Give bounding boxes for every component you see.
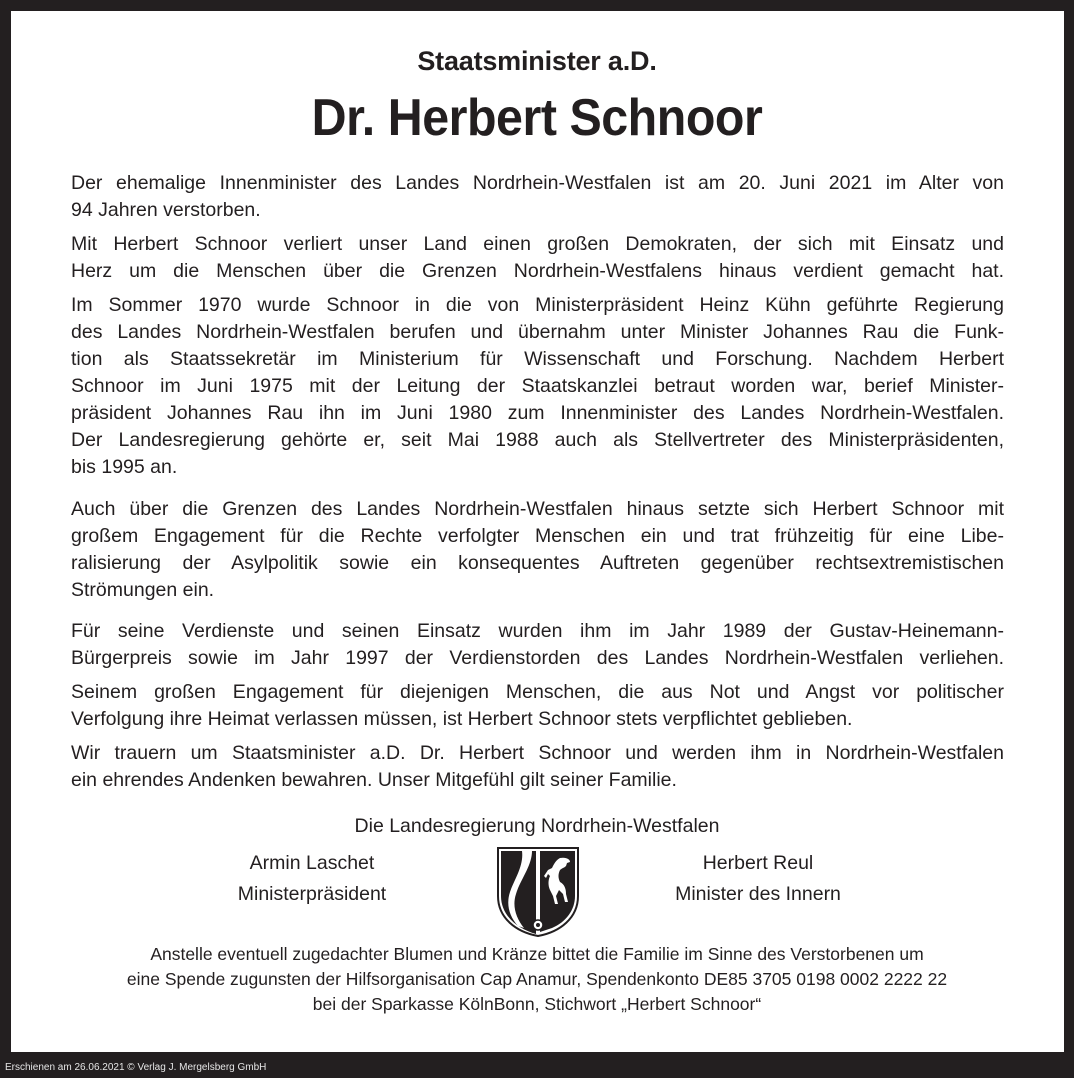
- paragraph-3-line: präsident Johannes Rau ihn im Juni 1980 zum Innenminister des Landes Nordrhein-Westfalen.: [71, 402, 1004, 424]
- government-signature: Die Landesregierung Nordrhein-Westfalen: [354, 815, 720, 837]
- paragraph-6-line: Seinem großen Engagement für diejenigen Menschen, die aus Not und Angst vor politischer: [71, 681, 1004, 703]
- paragraph-1-line: Der ehemalige Innenminister des Landes Nordrhein-Westfalen ist am 20. Juni 2021 im Alter von: [71, 172, 1004, 194]
- donation-note-line: bei der Sparkasse KölnBonn, Stichwort „Herbert Schnoor“: [312, 994, 762, 1014]
- paragraph-7-line: ein ehrendes Andenken bewahren. Unser Mitgefühl gilt seiner Familie.: [71, 769, 677, 791]
- publication-footer: Erschienen am 26.06.2021 © Verlag J. Mergelsberg GmbH: [5, 1062, 267, 1073]
- paragraph-6-line: Verfolgung ihre Heimat verlassen müssen, ist Herbert Schnoor stets verpflichtet geblieben.: [71, 708, 853, 730]
- paragraph-3-line: tion als Staatssekretär im Ministerium für Wissenschaft und Forschung. Nachdem Herbert: [71, 348, 1004, 370]
- signatory-left-role: Ministerpräsident: [237, 883, 387, 905]
- paragraph-5-line: Bürgerpreis sowie im Jahr 1997 der Verdienstorden des Landes Nordrhein-Westfalen verliehen.: [71, 647, 1004, 669]
- paragraph-3-line: des Landes Nordrhein-Westfalen berufen und übernahm unter Minister Johannes Rau die Funk-: [71, 321, 1004, 343]
- paragraph-7-line: Wir trauern um Staatsminister a.D. Dr. Herbert Schnoor und werden ihm in Nordrhein-Westfalen: [71, 742, 1004, 764]
- signatory-left-name: Armin Laschet: [249, 852, 375, 874]
- paragraph-1-line: 94 Jahren verstorben.: [71, 199, 261, 221]
- coat-of-arms-icon: [496, 846, 580, 938]
- paragraph-4-line: Auch über die Grenzen des Landes Nordrhein-Westfalen hinaus setzte sich Herbert Schnoor mit: [71, 498, 1004, 520]
- deceased-name: Dr. Herbert Schnoor: [311, 89, 763, 147]
- paragraph-2-line: Herz um die Menschen über die Grenzen Nordrhein-Westfalens hinaus verdient gemacht hat.: [71, 260, 1004, 282]
- paragraph-4-line: großem Engagement für die Rechte verfolgter Menschen ein und trat frühzeitig für eine Libe-: [71, 525, 1004, 547]
- paragraph-3-line: Der Landesregierung gehörte er, seit Mai 1988 auch als Stellvertreter des Ministerpräsidenten,: [71, 429, 1004, 451]
- paragraph-4-line: Strömungen ein.: [71, 579, 215, 601]
- paragraph-3-line: bis 1995 an.: [71, 456, 178, 478]
- paragraph-3-line: Schnoor im Juni 1975 mit der Leitung der Staatskanzlei betraut worden war, berief Minister-: [71, 375, 1004, 397]
- paragraph-5-line: Für seine Verdienste und seinen Einsatz wurden ihm im Jahr 1989 der Gustav-Heinemann-: [71, 620, 1004, 642]
- paragraph-3-line: Im Sommer 1970 wurde Schnoor in die von Ministerpräsident Heinz Kühn geführte Regierung: [71, 294, 1004, 316]
- paragraph-2-line: Mit Herbert Schnoor verliert unser Land einen großen Demokraten, der sich mit Einsatz und: [71, 233, 1004, 255]
- paragraph-4-line: ralisierung der Asylpolitik sowie ein konsequentes Auftreten gegenüber rechtsextremistischen: [71, 552, 1004, 574]
- honorific-title: Staatsminister a.D.: [417, 46, 657, 76]
- signatory-right-name: Herbert Reul: [702, 852, 814, 874]
- signatory-right-role: Minister des Innern: [675, 883, 841, 905]
- donation-note-line: eine Spende zugunsten der Hilfsorganisation Cap Anamur, Spendenkonto DE85 3705 0198 0002 2222 22: [126, 969, 948, 989]
- donation-note-line: Anstelle eventuell zugedachter Blumen und Kränze bittet die Familie im Sinne des Verstorbenen um: [150, 944, 924, 964]
